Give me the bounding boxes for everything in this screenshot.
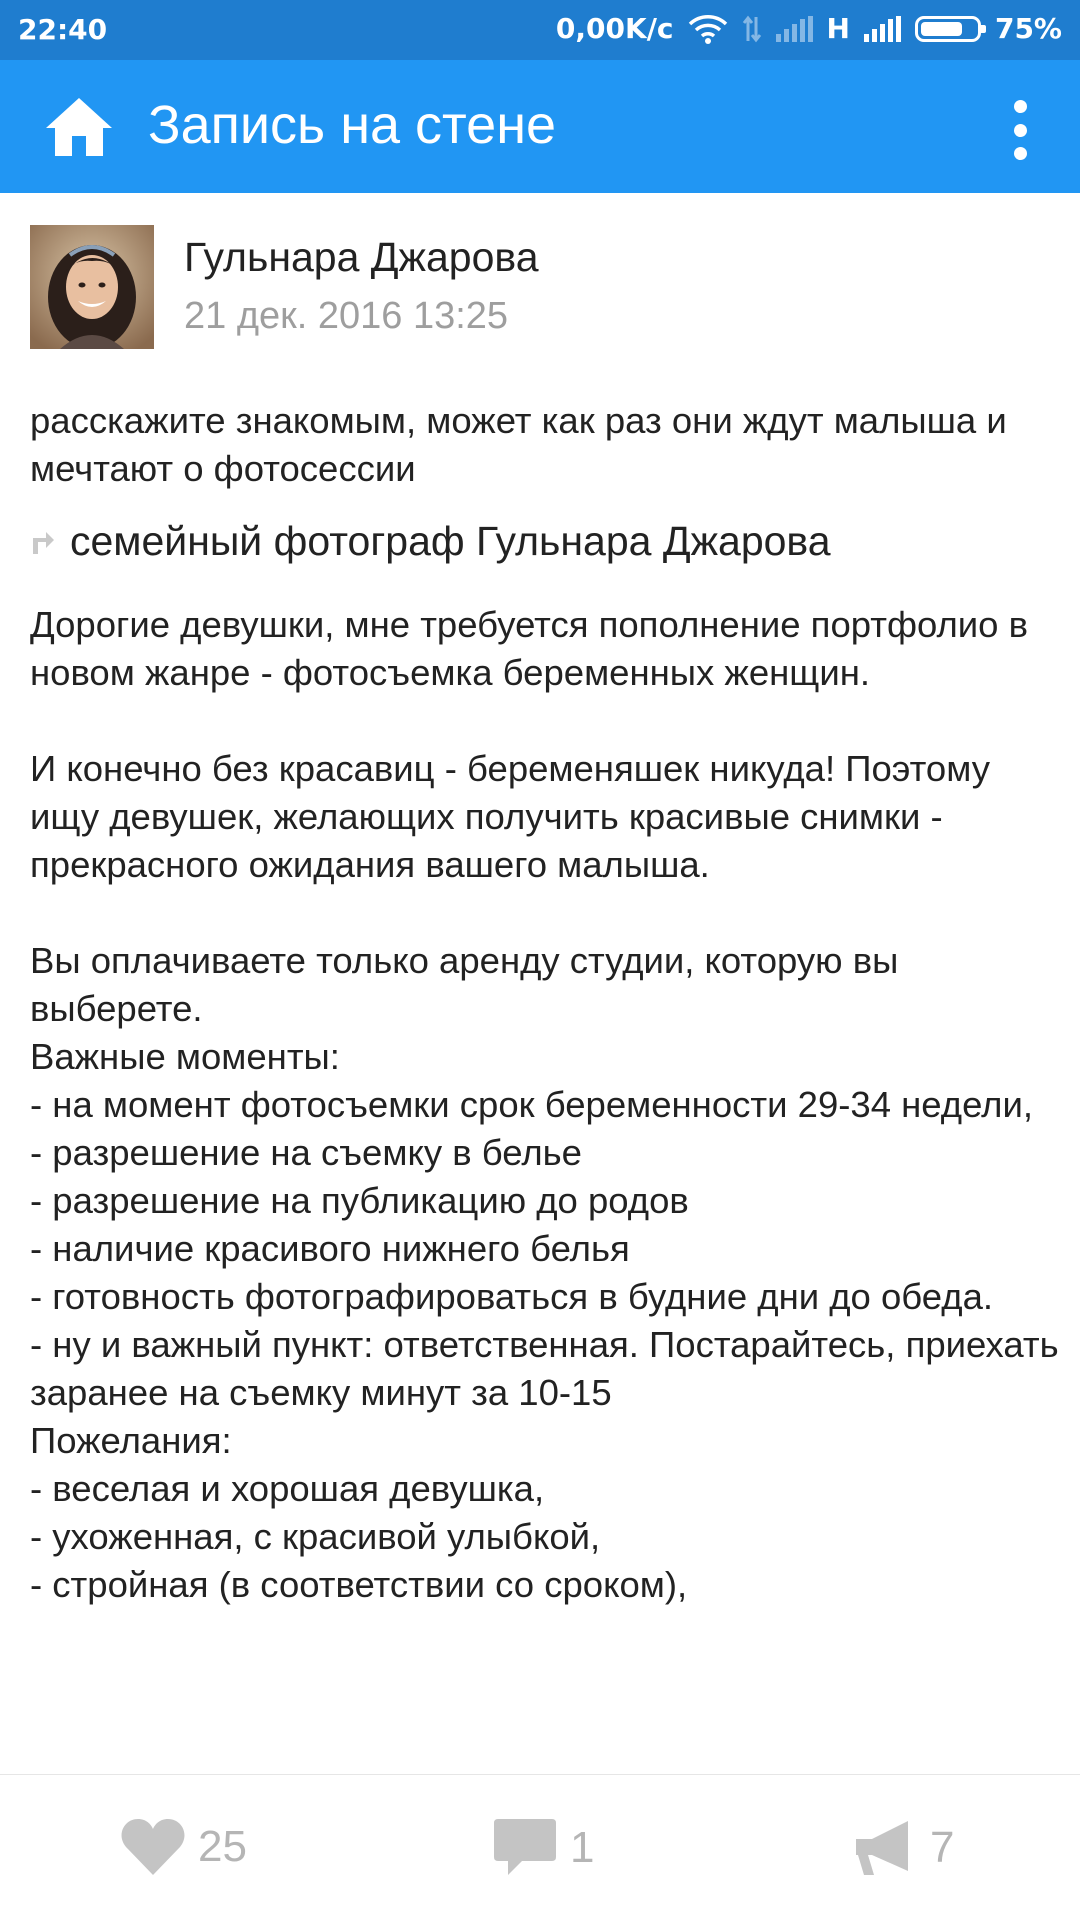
- post-text: расскажите знакомым, может как раз они ждут малыша и мечтают о фотосессии: [30, 400, 1017, 489]
- post-date: 21 дек. 2016 13:25: [184, 295, 509, 337]
- avatar[interactable]: [30, 225, 154, 349]
- action-bar: [0, 1774, 1080, 1921]
- like-count: 25: [198, 1822, 247, 1871]
- overflow-menu-icon[interactable]: [1010, 100, 1030, 160]
- battery-percent: 75%: [994, 12, 1062, 45]
- battery-icon: [915, 16, 981, 42]
- share-button[interactable]: [852, 1817, 954, 1879]
- network-type: H: [826, 12, 850, 45]
- like-button[interactable]: [120, 1817, 247, 1877]
- post-content: [30, 397, 1060, 1773]
- home-icon[interactable]: [44, 92, 114, 162]
- page-title: Запись на стене: [148, 95, 557, 155]
- heart-icon: [120, 1817, 186, 1877]
- status-time: 22:40: [18, 13, 108, 46]
- share-count: 7: [930, 1823, 955, 1872]
- app-bar: [0, 60, 1080, 193]
- comment-icon: [492, 1817, 558, 1879]
- comment-count: 1: [570, 1823, 595, 1872]
- status-bar: [0, 0, 1080, 60]
- repost-text: Дорогие девушки, мне требуется пополнение портфолио в новом жанре - фотосъемка беременных женщин. И конечно без красавиц - беременяшек никуда! Поэтому ищу девушек, желающих получить красивые снимки - прекрасного ожидания вашего малыша. Вы оплачиваете только аренду студии, которую вы выберете. Важные моменты: - на момент фотосъемки срок беременности 29-34 недели, - разрешение на съемку в белье - разрешение на публикацию до родов - наличие красивого нижнего белья - готовность фотографироваться в будние дни до обеда. - ну и важный пункт: ответственная. Постарайтесь, приехать заранее на съемку минут за 10-15 Пожелания: - веселая и хорошая девушка, - ухоженная, с красивой улыбкой, - стройная (в соответствии со сроком),: [30, 604, 1059, 1605]
- megaphone-icon: [852, 1817, 918, 1879]
- repost-source[interactable]: [30, 515, 1060, 567]
- repost-arrow-icon: [30, 526, 56, 556]
- data-transfer-icon: [742, 15, 762, 43]
- net-speed: 0,00K/c: [555, 12, 674, 45]
- signal-strength-icon-1: [776, 16, 813, 42]
- status-indicators: [556, 12, 1062, 45]
- signal-strength-icon-2: [864, 16, 901, 42]
- comment-button[interactable]: [492, 1817, 594, 1879]
- author-name[interactable]: Гульнара Джарова: [184, 234, 539, 280]
- battery-fill: [921, 22, 962, 36]
- wifi-icon: [688, 14, 728, 44]
- avatar-image: [30, 225, 154, 349]
- repost-source-name: семейный фотограф Гульнара Джарова: [70, 518, 831, 564]
